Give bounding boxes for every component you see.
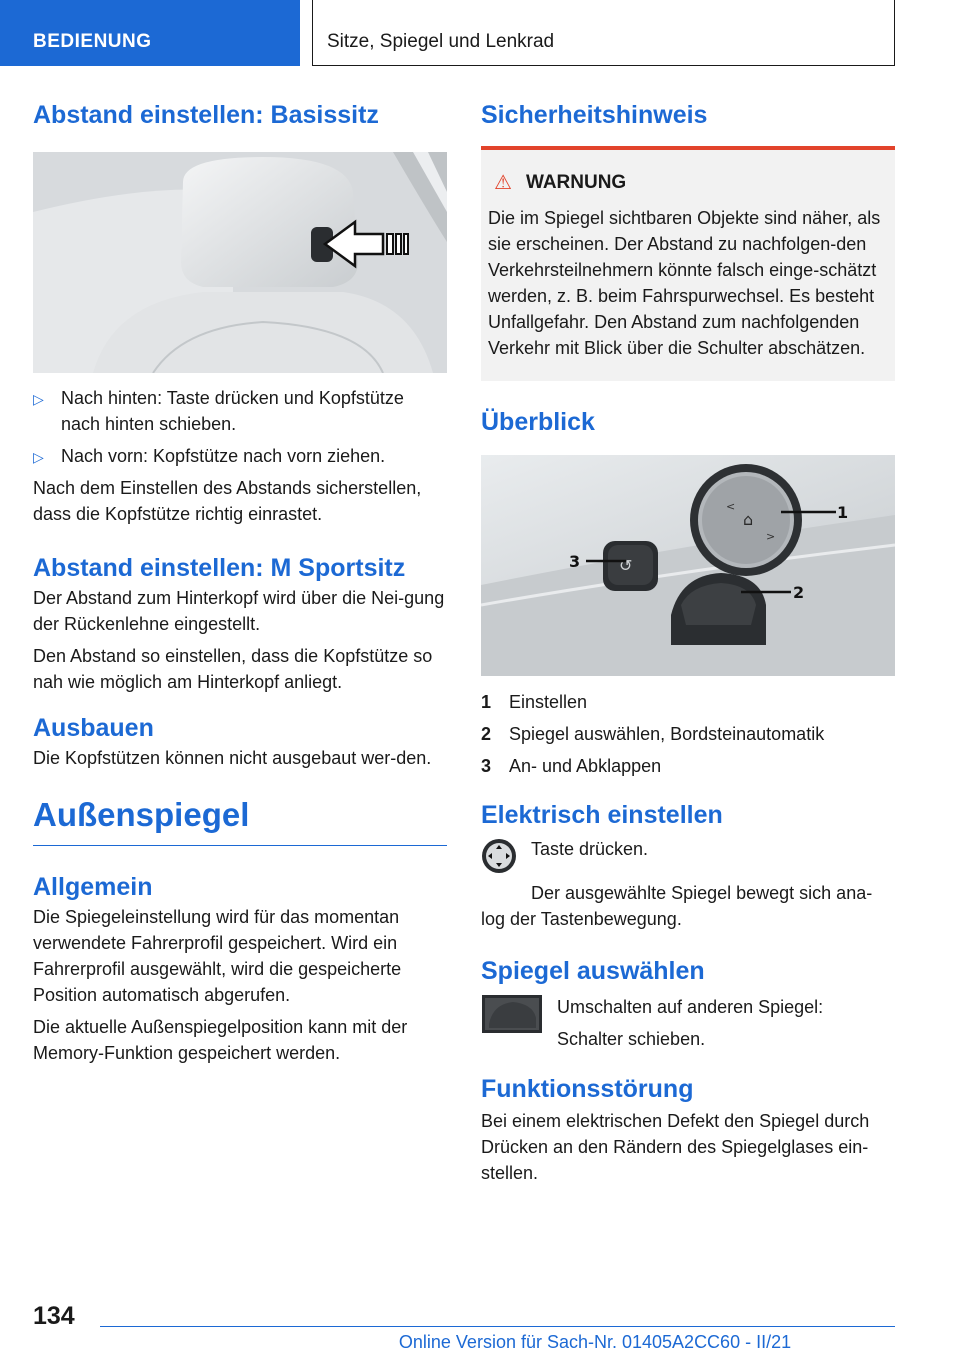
paragraph: Die aktuelle Außenspiegelposition kann mit der Memory-Funktion gespeichert werden.	[33, 1016, 408, 1063]
page-footer	[0, 1296, 960, 1362]
headrest-drawing	[33, 152, 447, 373]
legend-list	[481, 686, 895, 782]
headrest-illustration	[33, 152, 447, 373]
bullet-text: Nach vorn: Kopfstütze nach vorn ziehen.	[61, 446, 386, 466]
paragraph: Die Kopfstützen können nicht ausgebaut wer-den.	[33, 748, 432, 768]
svg-text:↺: ↺	[619, 556, 633, 575]
four-way-button-icon	[481, 836, 517, 876]
mirror-controls-illustration	[481, 455, 895, 676]
triangle-bullet-icon: ▷	[33, 449, 44, 465]
legend-number: 1	[481, 692, 492, 712]
heading-sicherheitshinweis: Sicherheitshinweis	[481, 101, 708, 129]
bullet-item	[33, 443, 447, 469]
section-label: BEDIENUNG	[0, 0, 300, 66]
warning-text: Die im Spiegel sichtbaren Objekte sind näher, als sie erscheinen. Der Abstand zu nachfolgen-den Verkehrsteilnehmern könnte falsch einge-schätzt werden, z. B. beim Fahrspurwechsel. Es besteht Unfallgefahr. Den Abstand zum nachfolgenden Verkehr mit Blick über die Schulter abschätzen.	[488, 208, 881, 358]
callout-2: 2	[793, 583, 805, 602]
list-item	[481, 686, 895, 718]
heading-ueberblick: Überblick	[481, 408, 595, 436]
right-column	[481, 100, 895, 1186]
mirror-controls-drawing	[481, 455, 895, 676]
paragraph: Nach dem Einstellen des Abstands sicherstellen, dass die Kopfstütze richtig einrastet.	[33, 478, 422, 524]
legend-text: Spiegel auswählen, Bordsteinautomatik	[509, 724, 825, 744]
heading-elektrisch: Elektrisch einstellen	[481, 801, 723, 829]
heading-allgemein: Allgemein	[33, 872, 153, 901]
elektrisch-row	[481, 836, 895, 876]
footer-online-version: Online Version für Sach-Nr. 01405A2CC60 - II/21	[398, 1332, 792, 1352]
list-item	[481, 750, 895, 782]
paragraph: Die Spiegeleinstellung wird für das momentan verwendete Fahrerprofil gespeichert. Wird ein Fahrerprofil ausgewählt, wird die gespeicherte Position automatisch abgerufen.	[33, 906, 402, 1005]
svg-text:⌂: ⌂	[743, 510, 754, 529]
svg-text:<: <	[726, 500, 736, 513]
heading-basissitz: Abstand einstellen: Basissitz	[33, 101, 379, 129]
chapter-title: Sitze, Spiegel und Lenkrad	[312, 0, 895, 66]
bullet-item	[33, 385, 447, 437]
paragraph: Der Abstand zum Hinterkopf wird über die Nei-gung der Rückenlehne eingestellt.	[33, 588, 445, 634]
section-divider	[33, 845, 447, 846]
selector-switch-icon	[481, 994, 543, 1034]
paragraph: Der ausgewählte Spiegel bewegt sich ana-log der Tastenbewegung.	[481, 883, 873, 929]
paragraph: Den Abstand so einstellen, dass die Kopfstütze so nah wie möglich am Hinterkopf anliegt.	[33, 646, 433, 692]
paragraph: Schalter schieben.	[557, 1029, 706, 1049]
callout-1: 1	[837, 503, 849, 522]
warning-label: WARNUNG	[525, 171, 627, 193]
legend-text: Einstellen	[509, 692, 588, 712]
heading-aussenspiegel: Außenspiegel	[33, 796, 250, 833]
bullet-text: Nach hinten: Taste drücken und Kopfstütze nach hinten schieben.	[61, 388, 404, 434]
page-number: 134	[33, 1302, 75, 1330]
paragraph: Umschalten auf anderen Spiegel:	[557, 997, 824, 1017]
paragraph: Taste drücken.	[531, 839, 649, 859]
list-item	[481, 718, 895, 750]
warning-box	[481, 146, 895, 381]
warning-header	[488, 170, 888, 195]
heading-spiegel-auswaehlen: Spiegel auswählen	[481, 957, 705, 985]
left-column	[33, 100, 447, 1066]
callout-3: 3	[569, 552, 581, 571]
auswaehlen-row	[481, 994, 895, 1052]
svg-text:>: >	[766, 530, 776, 543]
heading-ausbauen: Ausbauen	[33, 714, 154, 742]
legend-text: An- und Abklappen	[509, 756, 662, 776]
page-header	[0, 0, 960, 66]
legend-number: 2	[481, 724, 492, 744]
warning-triangle-icon: ⚠	[494, 172, 512, 194]
footer-divider	[100, 1326, 895, 1327]
legend-number: 3	[481, 756, 492, 776]
triangle-bullet-icon: ▷	[33, 391, 44, 407]
heading-sportsitz: Abstand einstellen: M Sportsitz	[33, 554, 406, 582]
paragraph: Bei einem elektrischen Defekt den Spiegel durch Drücken an den Rändern des Spiegelglases ein-stellen.	[481, 1111, 870, 1183]
heading-funktionsstoerung: Funktionsstörung	[481, 1075, 694, 1103]
